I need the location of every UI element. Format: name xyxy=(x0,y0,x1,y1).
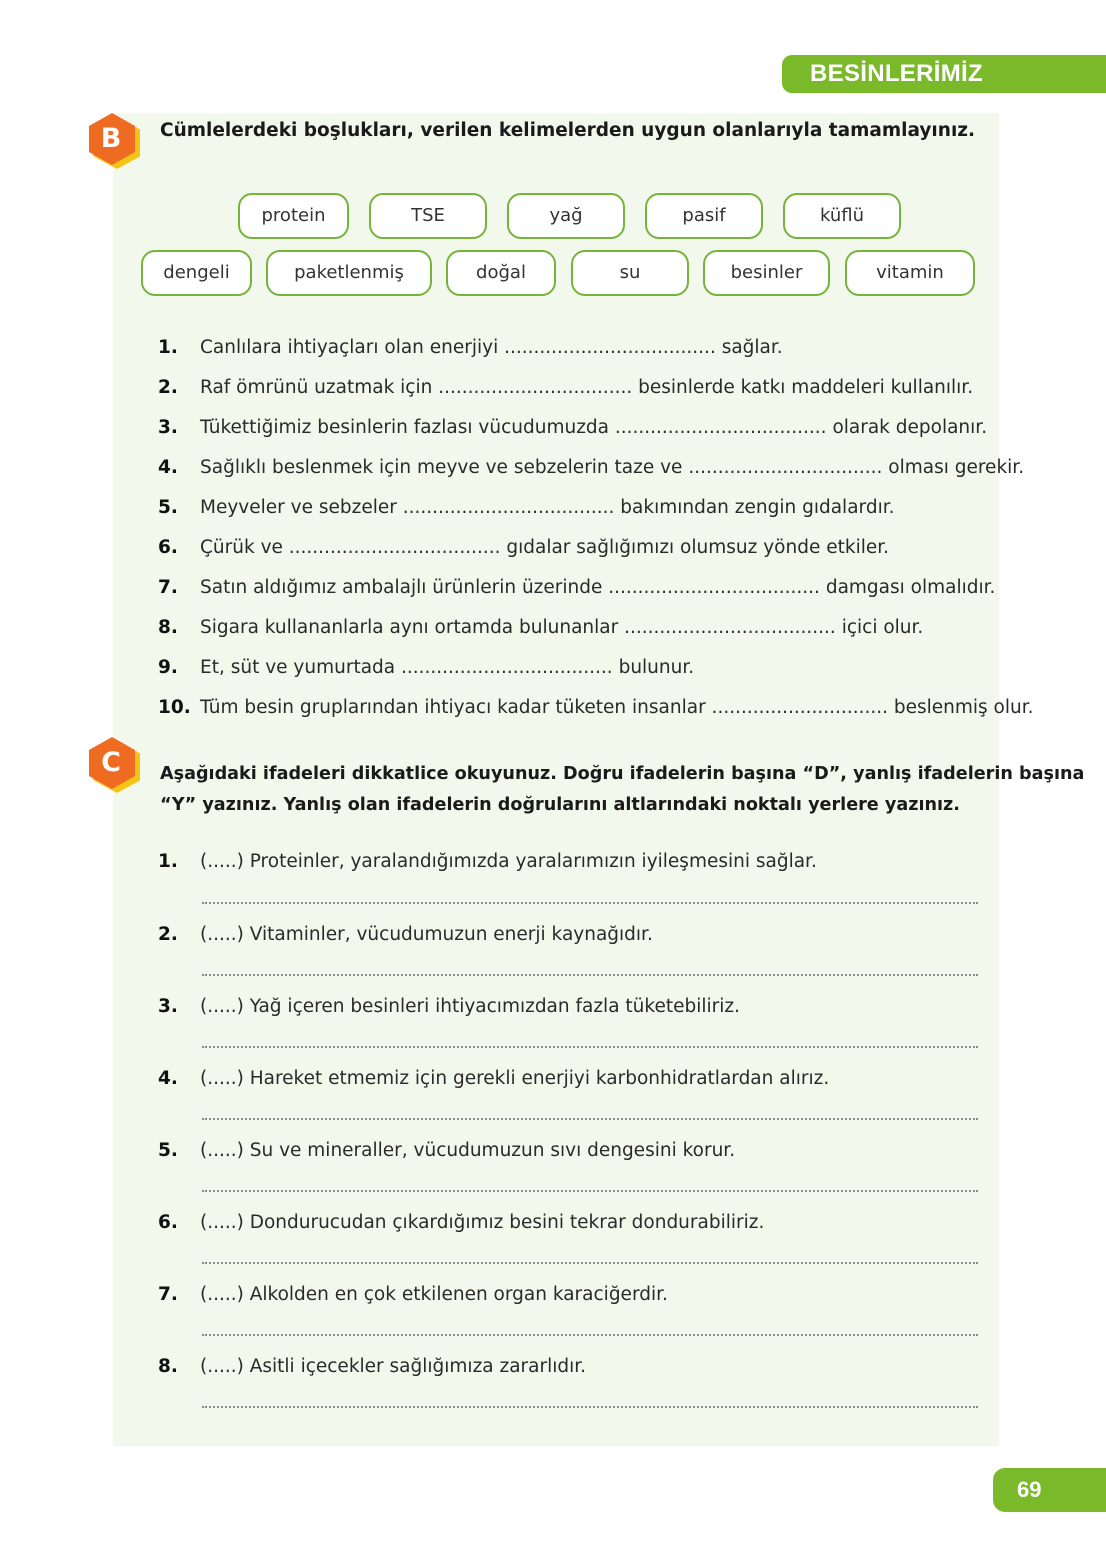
section-c-instruction-line2: “Y” yazınız. Yanlış olan ifadelerin doğrularını altlarındaki noktalı yerlere yazınız. xyxy=(160,795,960,815)
statement-text: (.....) Yağ içeren besinleri ihtiyacımızdan fazla tüketebiliriz. xyxy=(200,996,740,1017)
question-text: Satın aldığımız ambalajlı ürünlerin üzerinde .................................... damgası olmalıdır. xyxy=(200,577,996,598)
answer-dotted-line[interactable] xyxy=(202,1190,978,1192)
answer-dotted-line[interactable] xyxy=(202,974,978,976)
fill-in-question xyxy=(158,333,783,363)
question-text: Sağlıklı beslenmek için meyve ve sebzelerin taze ve ................................. olması gerekir. xyxy=(200,457,1025,478)
statement-text: (.....) Asitli içecekler sağlığımıza zararlıdır. xyxy=(200,1356,587,1377)
word-chip: yağ xyxy=(507,193,625,239)
fill-in-question xyxy=(158,653,694,683)
question-text: Et, süt ve yumurtada .................................... bulunur. xyxy=(200,657,695,678)
question-text: Tüm besin gruplarından ihtiyacı kadar tüketen insanlar .............................. beslenmiş olur. xyxy=(200,697,1034,718)
question-number: 10. xyxy=(158,697,191,718)
question-text: Raf ömrünü uzatmak için ................................. besinlerde katkı maddeleri kullanılır. xyxy=(200,377,974,398)
statement-number: 7. xyxy=(158,1284,178,1305)
question-text: Meyveler ve sebzeler .................................... bakımından zengin gıdalardır. xyxy=(200,497,895,518)
answer-dotted-line[interactable] xyxy=(202,1406,978,1408)
statement-text: (.....) Vitaminler, vücudumuzun enerji kaynağıdır. xyxy=(200,924,653,945)
statement-number: 8. xyxy=(158,1356,178,1377)
word-chip: paketlenmiş xyxy=(266,250,432,296)
statement-text: (.....) Su ve mineraller, vücudumuzun sıvı dengesini korur. xyxy=(200,1140,736,1161)
question-number: 9. xyxy=(158,657,178,678)
true-false-statement xyxy=(158,920,653,950)
true-false-statement xyxy=(158,1280,668,1310)
section-b-instruction: Cümlelerdeki boşlukları, verilen kelimelerden uygun olanlarıyla tamamlayınız. xyxy=(160,120,976,141)
answer-dotted-line[interactable] xyxy=(202,902,978,904)
statement-number: 6. xyxy=(158,1212,178,1233)
statement-number: 1. xyxy=(158,851,178,872)
statement-number: 4. xyxy=(158,1068,178,1089)
answer-dotted-line[interactable] xyxy=(202,1262,978,1264)
question-text: Canlılara ihtiyaçları olan enerjiyi .................................... sağlar. xyxy=(200,337,783,358)
section-c-letter: C xyxy=(101,747,121,778)
true-false-statement xyxy=(158,992,740,1022)
answer-dotted-line[interactable] xyxy=(202,1334,978,1336)
word-chip: vitamin xyxy=(845,250,975,296)
fill-in-question xyxy=(158,413,987,443)
statement-number: 3. xyxy=(158,996,178,1017)
fill-in-question xyxy=(158,493,895,523)
true-false-statement xyxy=(158,1352,586,1382)
question-number: 6. xyxy=(158,537,178,558)
page-number: 69 xyxy=(1017,1477,1042,1502)
fill-in-question xyxy=(158,693,1034,723)
word-chip: pasif xyxy=(645,193,763,239)
answer-dotted-line[interactable] xyxy=(202,1118,978,1120)
question-number: 8. xyxy=(158,617,178,638)
fill-in-question xyxy=(158,533,889,563)
question-text: Sigara kullananlarla aynı ortamda bulunanlar .................................... içici olur. xyxy=(200,617,924,638)
question-number: 3. xyxy=(158,417,178,438)
statement-text: (.....) Dondurucudan çıkardığımız besini tekrar dondurabiliriz. xyxy=(200,1212,765,1233)
question-number: 7. xyxy=(158,577,178,598)
statement-text: (.....) Proteinler, yaralandığımızda yaralarımızın iyileşmesini sağlar. xyxy=(200,851,817,872)
statement-text: (.....) Alkolden en çok etkilenen organ karaciğerdir. xyxy=(200,1284,668,1305)
word-chip: besinler xyxy=(703,250,830,296)
word-chip: doğal xyxy=(446,250,556,296)
fill-in-question xyxy=(158,453,1024,483)
question-text: Çürük ve .................................... gıdalar sağlığımızı olumsuz yönde etkiler. xyxy=(200,537,890,558)
question-number: 4. xyxy=(158,457,178,478)
true-false-statement xyxy=(158,1208,764,1238)
word-chip: dengeli xyxy=(141,250,252,296)
question-number: 1. xyxy=(158,337,178,358)
page-number-tab xyxy=(993,1468,1106,1512)
statement-number: 5. xyxy=(158,1140,178,1161)
statement-number: 2. xyxy=(158,924,178,945)
section-b-badge xyxy=(88,113,140,169)
answer-dotted-line[interactable] xyxy=(202,1046,978,1048)
question-text: Tükettiğimiz besinlerin fazlası vücudumuzda .................................... olarak depolanır. xyxy=(200,417,988,438)
question-number: 5. xyxy=(158,497,178,518)
true-false-statement xyxy=(158,1064,829,1094)
chapter-title-tab xyxy=(782,55,1106,93)
word-chip: TSE xyxy=(369,193,487,239)
true-false-statement xyxy=(158,847,817,877)
section-c-instruction-line1: Aşağıdaki ifadeleri dikkatlice okuyunuz. Doğru ifadelerin başına “D”, yanlış ifadelerin başına xyxy=(160,764,1085,784)
section-c-badge xyxy=(88,737,140,793)
chapter-title: BESİNLERİMİZ xyxy=(810,60,983,87)
question-number: 2. xyxy=(158,377,178,398)
word-chip: küflü xyxy=(783,193,901,239)
section-b-letter: B xyxy=(100,123,122,154)
fill-in-question xyxy=(158,573,995,603)
statement-text: (.....) Hareket etmemiz için gerekli enerjiyi karbonhidratlardan alırız. xyxy=(200,1068,830,1089)
fill-in-question xyxy=(158,373,973,403)
true-false-statement xyxy=(158,1136,735,1166)
fill-in-question xyxy=(158,613,923,643)
word-chip: su xyxy=(571,250,689,296)
word-chip: protein xyxy=(238,193,349,239)
